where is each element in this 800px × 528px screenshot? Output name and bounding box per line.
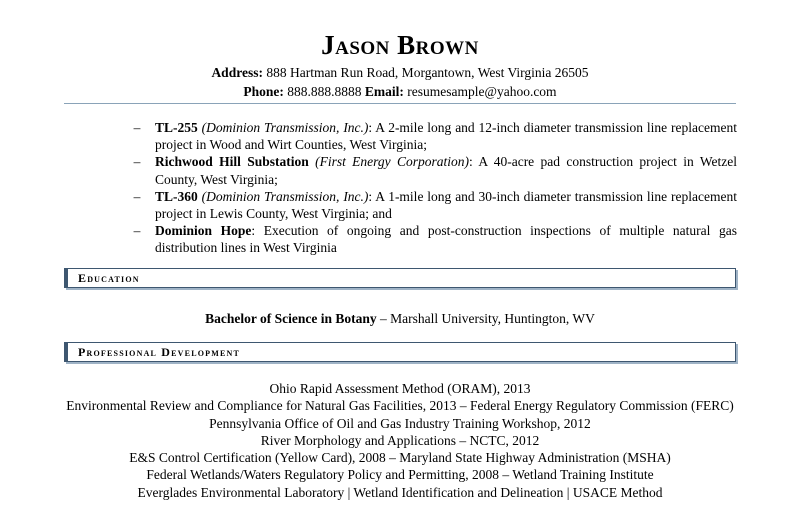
project-client: (Dominion Transmission, Inc.) bbox=[201, 188, 369, 204]
development-item: Pennsylvania Office of Oil and Gas Industry Training Workshop, 2012 bbox=[209, 415, 591, 431]
project-description: : A 1-mile long and 30-inch diameter transmission line replacement project in Lewis County, West Virginia; and bbox=[155, 188, 737, 222]
development-item: River Morphology and Applications – NCTC, 2012 bbox=[260, 432, 540, 448]
development-item: E&S Control Certification (Yellow Card), 2008 – Maryland State Highway Administration (MSHA) bbox=[129, 450, 671, 466]
development-item: Everglades Environmental Laboratory | Wetland Identification and Delineation | USACE Method bbox=[137, 484, 663, 500]
address-value: 888 Hartman Run Road, Morgantown, West Virginia 26505 bbox=[266, 65, 589, 80]
project-item bbox=[133, 119, 737, 153]
project-list bbox=[127, 119, 737, 257]
project-name: Dominion Hope bbox=[155, 223, 252, 239]
email-label: Email: bbox=[364, 84, 404, 99]
project-client: (First Energy Corporation) bbox=[315, 154, 470, 170]
development-item: Ohio Rapid Assessment Method (ORAM), 2013 bbox=[269, 381, 531, 396]
development-item: Federal Wetlands/Waters Regulatory Policy and Permitting, 2008 – Wetland Training Institute bbox=[146, 467, 654, 483]
address-label: Address: bbox=[211, 65, 263, 80]
development-list bbox=[0, 380, 800, 501]
project-item bbox=[133, 222, 738, 256]
school: – Marshall University, Huntington, WV bbox=[376, 311, 595, 326]
project-description: : Execution of ongoing and post-construction inspections of multiple natural gas distribution lines in West Virginia bbox=[155, 223, 738, 256]
bullet-dash: – bbox=[133, 154, 141, 170]
project-item bbox=[133, 153, 737, 187]
phone-email-line bbox=[0, 84, 800, 100]
header-divider bbox=[64, 103, 736, 104]
project-description: : A 2-mile long and 12-inch diameter transmission line replacement project in Wood and Wirt Counties, West Virginia; bbox=[155, 120, 737, 153]
development-title: Professional Development bbox=[78, 345, 241, 359]
development-section-header bbox=[64, 342, 736, 362]
phone-value: 888.888.8888 bbox=[287, 84, 362, 99]
bullet-dash: – bbox=[133, 188, 141, 204]
bullet-dash: – bbox=[133, 223, 141, 239]
development-item: Environmental Review and Compliance for Natural Gas Facilities, 2013 – Federal Energy Regulatory Commission (FERC) bbox=[66, 398, 734, 414]
project-description: : A 40-acre pad construction project in Wetzel County, West Virginia; bbox=[155, 154, 737, 187]
phone-label: Phone: bbox=[243, 84, 284, 99]
email-value: resumesample@yahoo.com bbox=[407, 84, 557, 99]
degree: Bachelor of Science in Botany bbox=[205, 311, 377, 326]
education-section-header bbox=[64, 268, 736, 288]
project-client: (Dominion Transmission, Inc.) bbox=[201, 120, 369, 135]
candidate-name: Jason Brown bbox=[321, 30, 479, 60]
project-name: TL-255 bbox=[155, 120, 198, 135]
education-entry bbox=[0, 311, 800, 327]
project-name: Richwood Hill Substation bbox=[155, 154, 309, 170]
bullet-dash: – bbox=[133, 120, 141, 135]
project-item bbox=[133, 188, 737, 222]
education-title: Education bbox=[78, 271, 140, 285]
project-name: TL-360 bbox=[155, 188, 198, 204]
address-line bbox=[0, 65, 800, 81]
